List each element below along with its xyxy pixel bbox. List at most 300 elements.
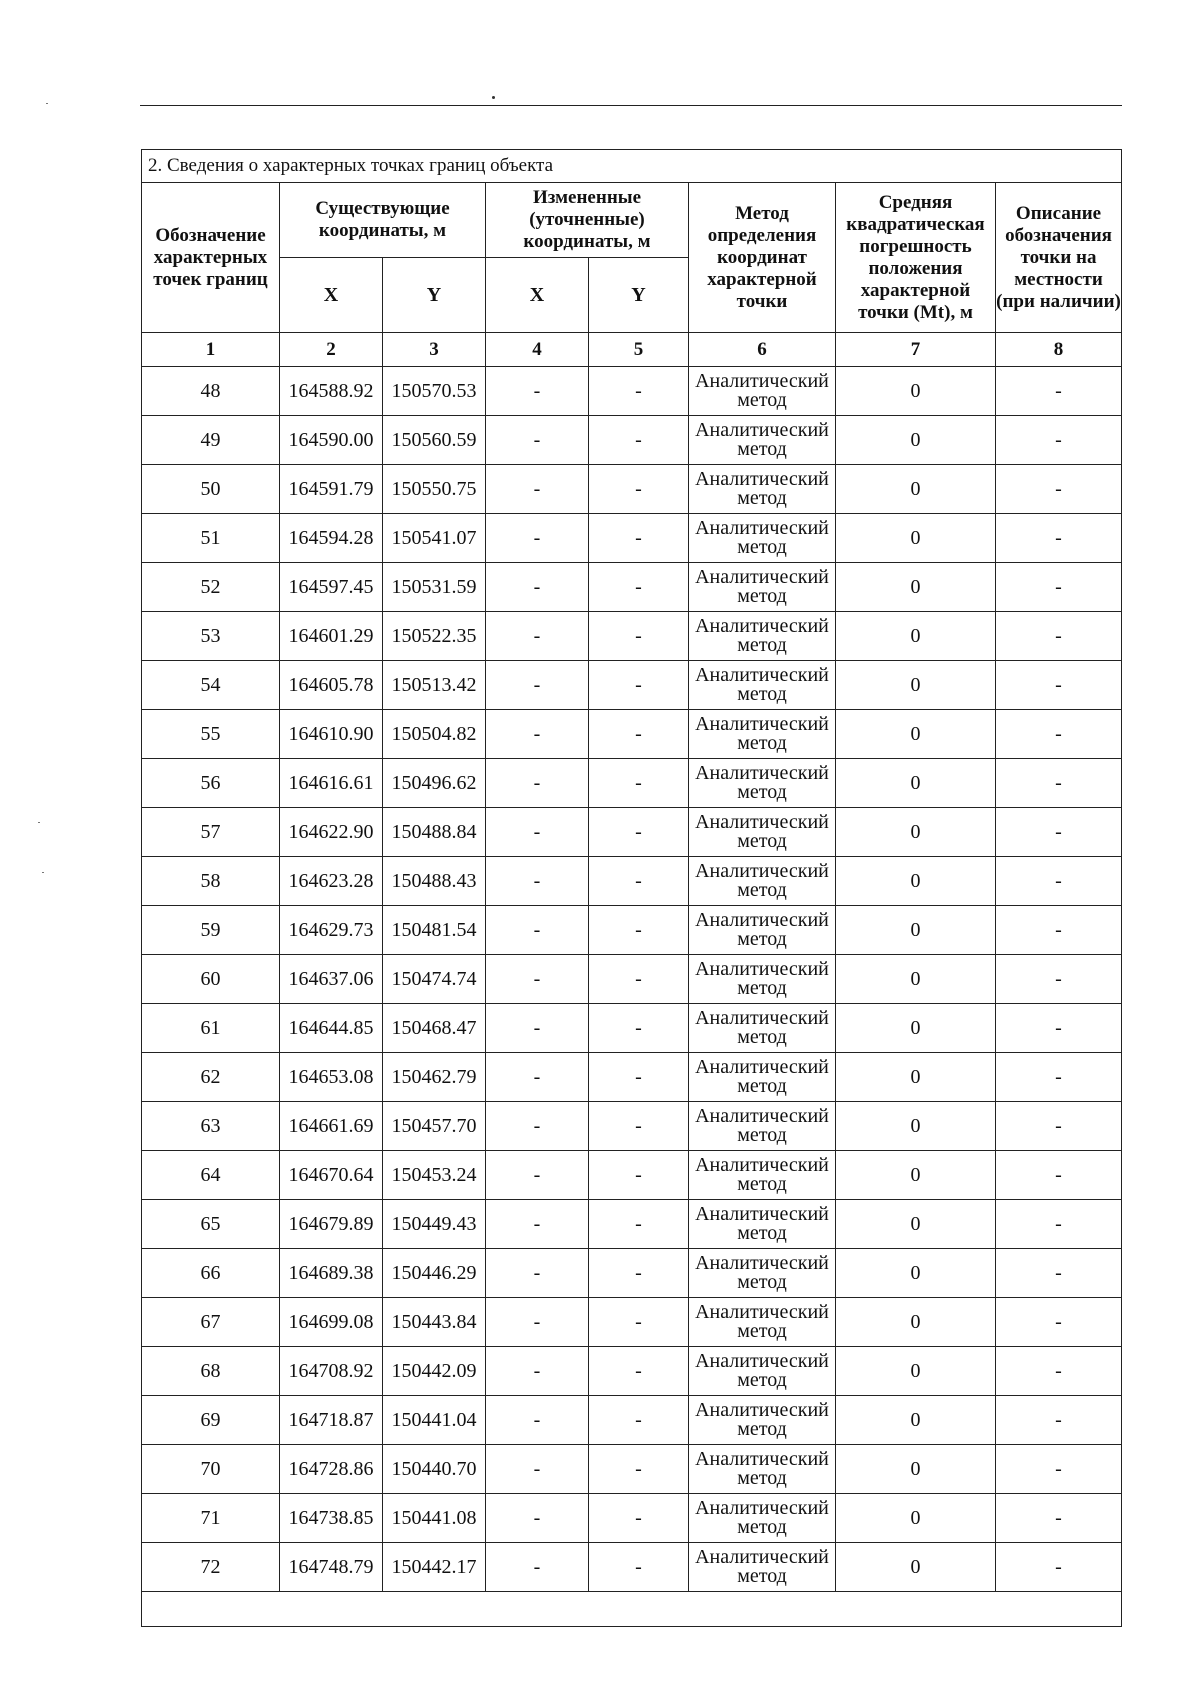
method-line-2: метод (737, 1369, 787, 1391)
existing-x-cell: 164597.45 (280, 563, 383, 612)
method-line-2: метод (737, 1173, 787, 1195)
changed-x-cell: - (486, 955, 589, 1004)
method-line-1: Аналитический (695, 1399, 829, 1421)
description-cell: - (996, 857, 1122, 906)
method-cell (689, 857, 836, 906)
description-cell: - (996, 1494, 1122, 1543)
table-row (142, 1347, 1122, 1396)
existing-x-cell: 164594.28 (280, 514, 383, 563)
mean-error-cell: 0 (836, 710, 996, 759)
point-number-cell: 69 (142, 1396, 280, 1445)
column-number: 1 (142, 333, 280, 367)
point-number-cell: 58 (142, 857, 280, 906)
existing-y-cell: 150522.35 (383, 612, 486, 661)
changed-x-cell: - (486, 465, 589, 514)
description-cell: - (996, 514, 1122, 563)
column-number: 7 (836, 333, 996, 367)
description-cell: - (996, 1151, 1122, 1200)
mean-error-cell: 0 (836, 1396, 996, 1445)
mean-error-cell: 0 (836, 1249, 996, 1298)
mean-error-cell: 0 (836, 1494, 996, 1543)
description-cell: - (996, 1543, 1122, 1592)
changed-x-cell: - (486, 416, 589, 465)
changed-x-cell: - (486, 857, 589, 906)
method-line-2: метод (737, 487, 787, 509)
existing-y-cell: 150496.62 (383, 759, 486, 808)
existing-x-cell: 164601.29 (280, 612, 383, 661)
existing-y-cell: 150462.79 (383, 1053, 486, 1102)
method-cell (689, 759, 836, 808)
scan-mark (46, 103, 48, 104)
method-cell (689, 661, 836, 710)
changed-x-cell: - (486, 1445, 589, 1494)
changed-y-cell: - (589, 416, 689, 465)
mean-error-cell: 0 (836, 1200, 996, 1249)
point-number-cell: 54 (142, 661, 280, 710)
method-line-2: метод (737, 1026, 787, 1048)
method-line-2: метод (737, 634, 787, 656)
column-number: 8 (996, 333, 1122, 367)
changed-y-cell: - (589, 1200, 689, 1249)
table-row (142, 465, 1122, 514)
header-changed-coords: Измененные (уточненные) координаты, м (486, 183, 689, 258)
description-cell: - (996, 808, 1122, 857)
table-row (142, 857, 1122, 906)
existing-x-cell: 164588.92 (280, 367, 383, 416)
description-cell: - (996, 465, 1122, 514)
existing-x-cell: 164679.89 (280, 1200, 383, 1249)
changed-y-cell: - (589, 1445, 689, 1494)
changed-x-cell: - (486, 612, 589, 661)
header-existing-x: X (280, 258, 383, 333)
top-dot (492, 96, 495, 99)
existing-x-cell: 164591.79 (280, 465, 383, 514)
table-row (142, 1494, 1122, 1543)
existing-x-cell: 164622.90 (280, 808, 383, 857)
method-cell (689, 1249, 836, 1298)
existing-x-cell: 164637.06 (280, 955, 383, 1004)
existing-x-cell: 164616.61 (280, 759, 383, 808)
column-number: 4 (486, 333, 589, 367)
method-line-1: Аналитический (695, 811, 829, 833)
method-line-1: Аналитический (695, 615, 829, 637)
existing-x-cell: 164738.85 (280, 1494, 383, 1543)
mean-error-cell: 0 (836, 1347, 996, 1396)
description-cell: - (996, 612, 1122, 661)
method-line-2: метод (737, 536, 787, 558)
changed-y-cell: - (589, 1102, 689, 1151)
changed-x-cell: - (486, 759, 589, 808)
method-line-2: метод (737, 585, 787, 607)
description-cell: - (996, 1396, 1122, 1445)
table-row (142, 1249, 1122, 1298)
method-line-1: Аналитический (695, 1301, 829, 1323)
existing-x-cell: 164623.28 (280, 857, 383, 906)
existing-y-cell: 150453.24 (383, 1151, 486, 1200)
method-line-1: Аналитический (695, 468, 829, 490)
method-cell (689, 1347, 836, 1396)
changed-y-cell: - (589, 465, 689, 514)
point-number-cell: 66 (142, 1249, 280, 1298)
method-cell (689, 367, 836, 416)
method-line-2: метод (737, 732, 787, 754)
method-line-1: Аналитический (695, 1203, 829, 1225)
method-line-2: метод (737, 977, 787, 999)
header-existing-coords: Существующие координаты, м (280, 183, 486, 258)
method-cell (689, 1543, 836, 1592)
method-line-2: метод (737, 1075, 787, 1097)
table-row (142, 1151, 1122, 1200)
method-cell (689, 1200, 836, 1249)
table-row (142, 367, 1122, 416)
description-cell: - (996, 955, 1122, 1004)
method-line-2: метод (737, 389, 787, 411)
changed-y-cell: - (589, 906, 689, 955)
method-line-1: Аналитический (695, 1350, 829, 1372)
existing-y-cell: 150442.09 (383, 1347, 486, 1396)
method-line-2: метод (737, 683, 787, 705)
existing-x-cell: 164718.87 (280, 1396, 383, 1445)
method-cell (689, 808, 836, 857)
point-number-cell: 68 (142, 1347, 280, 1396)
mean-error-cell: 0 (836, 514, 996, 563)
mean-error-cell: 0 (836, 563, 996, 612)
empty-footer-row (142, 1592, 1122, 1627)
method-line-1: Аналитический (695, 517, 829, 539)
point-number-cell: 53 (142, 612, 280, 661)
changed-x-cell: - (486, 1494, 589, 1543)
point-number-cell: 51 (142, 514, 280, 563)
changed-x-cell: - (486, 563, 589, 612)
table-row (142, 1053, 1122, 1102)
existing-x-cell: 164689.38 (280, 1249, 383, 1298)
method-cell (689, 563, 836, 612)
existing-x-cell: 164605.78 (280, 661, 383, 710)
column-number: 2 (280, 333, 383, 367)
table-row (142, 1004, 1122, 1053)
method-line-1: Аналитический (695, 860, 829, 882)
method-cell (689, 416, 836, 465)
existing-y-cell: 150481.54 (383, 906, 486, 955)
mean-error-cell: 0 (836, 1151, 996, 1200)
mean-error-cell: 0 (836, 465, 996, 514)
boundary-points-table (141, 149, 1122, 1627)
changed-y-cell: - (589, 1543, 689, 1592)
mean-error-cell: 0 (836, 1053, 996, 1102)
changed-y-cell: - (589, 563, 689, 612)
point-number-cell: 72 (142, 1543, 280, 1592)
existing-y-cell: 150474.74 (383, 955, 486, 1004)
description-cell: - (996, 906, 1122, 955)
table-row (142, 1102, 1122, 1151)
table-row (142, 1200, 1122, 1249)
method-line-1: Аналитический (695, 1056, 829, 1078)
description-cell: - (996, 1004, 1122, 1053)
table-row (142, 1543, 1122, 1592)
point-number-cell: 65 (142, 1200, 280, 1249)
existing-y-cell: 150457.70 (383, 1102, 486, 1151)
changed-x-cell: - (486, 661, 589, 710)
table-row (142, 759, 1122, 808)
changed-y-cell: - (589, 514, 689, 563)
method-line-2: метод (737, 781, 787, 803)
point-number-cell: 67 (142, 1298, 280, 1347)
column-number: 6 (689, 333, 836, 367)
description-cell: - (996, 1249, 1122, 1298)
changed-x-cell: - (486, 1249, 589, 1298)
method-line-2: метод (737, 1516, 787, 1538)
changed-y-cell: - (589, 857, 689, 906)
changed-y-cell: - (589, 710, 689, 759)
header-existing-y: Y (383, 258, 486, 333)
description-cell: - (996, 563, 1122, 612)
description-cell: - (996, 1102, 1122, 1151)
description-cell: - (996, 1347, 1122, 1396)
mean-error-cell: 0 (836, 367, 996, 416)
existing-y-cell: 150488.84 (383, 808, 486, 857)
method-line-2: метод (737, 1565, 787, 1587)
method-line-1: Аналитический (695, 370, 829, 392)
table-row (142, 906, 1122, 955)
table-row (142, 612, 1122, 661)
changed-y-cell: - (589, 1347, 689, 1396)
mean-error-cell: 0 (836, 661, 996, 710)
description-cell: - (996, 710, 1122, 759)
point-number-cell: 60 (142, 955, 280, 1004)
changed-x-cell: - (486, 514, 589, 563)
header-mean-error: Средняя квадратическая погрешность положения характерной точки (Mt), м (836, 183, 996, 333)
existing-x-cell: 164748.79 (280, 1543, 383, 1592)
existing-y-cell: 150441.08 (383, 1494, 486, 1543)
description-cell: - (996, 1200, 1122, 1249)
mean-error-cell: 0 (836, 808, 996, 857)
existing-x-cell: 164670.64 (280, 1151, 383, 1200)
existing-y-cell: 150440.70 (383, 1445, 486, 1494)
mean-error-cell: 0 (836, 759, 996, 808)
changed-y-cell: - (589, 1396, 689, 1445)
method-line-1: Аналитический (695, 713, 829, 735)
scan-mark (42, 872, 44, 873)
method-line-2: метод (737, 1467, 787, 1489)
header-description: Описание обозначения точки на местности (при наличии) (996, 183, 1122, 333)
method-line-1: Аналитический (695, 958, 829, 980)
mean-error-cell: 0 (836, 416, 996, 465)
changed-y-cell: - (589, 759, 689, 808)
existing-x-cell: 164644.85 (280, 1004, 383, 1053)
existing-y-cell: 150441.04 (383, 1396, 486, 1445)
method-line-2: метод (737, 1418, 787, 1440)
changed-x-cell: - (486, 1396, 589, 1445)
existing-x-cell: 164590.00 (280, 416, 383, 465)
point-number-cell: 55 (142, 710, 280, 759)
method-line-2: метод (737, 928, 787, 950)
point-number-cell: 56 (142, 759, 280, 808)
method-cell (689, 1102, 836, 1151)
point-number-cell: 49 (142, 416, 280, 465)
top-rule (140, 105, 1122, 106)
point-number-cell: 62 (142, 1053, 280, 1102)
existing-x-cell: 164661.69 (280, 1102, 383, 1151)
table-row (142, 710, 1122, 759)
column-number: 3 (383, 333, 486, 367)
header-changed-y: Y (589, 258, 689, 333)
empty-footer-cell (142, 1592, 1122, 1627)
changed-x-cell: - (486, 367, 589, 416)
existing-y-cell: 150449.43 (383, 1200, 486, 1249)
changed-x-cell: - (486, 1053, 589, 1102)
method-cell (689, 612, 836, 661)
method-line-1: Аналитический (695, 762, 829, 784)
existing-x-cell: 164728.86 (280, 1445, 383, 1494)
method-line-2: метод (737, 438, 787, 460)
method-cell (689, 710, 836, 759)
changed-y-cell: - (589, 661, 689, 710)
existing-y-cell: 150550.75 (383, 465, 486, 514)
mean-error-cell: 0 (836, 1298, 996, 1347)
mean-error-cell: 0 (836, 857, 996, 906)
method-cell (689, 906, 836, 955)
point-number-cell: 70 (142, 1445, 280, 1494)
changed-x-cell: - (486, 1151, 589, 1200)
method-line-2: метод (737, 1124, 787, 1146)
changed-y-cell: - (589, 1151, 689, 1200)
changed-x-cell: - (486, 1102, 589, 1151)
changed-y-cell: - (589, 1053, 689, 1102)
point-number-cell: 50 (142, 465, 280, 514)
method-cell (689, 1004, 836, 1053)
method-line-2: метод (737, 879, 787, 901)
method-line-1: Аналитический (695, 1252, 829, 1274)
description-cell: - (996, 416, 1122, 465)
existing-y-cell: 150570.53 (383, 367, 486, 416)
mean-error-cell: 0 (836, 1543, 996, 1592)
existing-y-cell: 150560.59 (383, 416, 486, 465)
description-cell: - (996, 1445, 1122, 1494)
point-number-cell: 61 (142, 1004, 280, 1053)
section-title: 2. Сведения о характерных точках границ объекта (142, 150, 1122, 183)
changed-x-cell: - (486, 1004, 589, 1053)
method-cell (689, 955, 836, 1004)
existing-y-cell: 150513.42 (383, 661, 486, 710)
changed-x-cell: - (486, 1298, 589, 1347)
changed-x-cell: - (486, 1347, 589, 1396)
changed-y-cell: - (589, 612, 689, 661)
method-line-1: Аналитический (695, 566, 829, 588)
changed-x-cell: - (486, 906, 589, 955)
table-row (142, 563, 1122, 612)
existing-y-cell: 150488.43 (383, 857, 486, 906)
table-row (142, 808, 1122, 857)
method-line-1: Аналитический (695, 1497, 829, 1519)
existing-y-cell: 150446.29 (383, 1249, 486, 1298)
method-line-1: Аналитический (695, 1105, 829, 1127)
point-number-cell: 59 (142, 906, 280, 955)
existing-x-cell: 164653.08 (280, 1053, 383, 1102)
method-cell (689, 1445, 836, 1494)
method-line-1: Аналитический (695, 1007, 829, 1029)
header-changed-x: X (486, 258, 589, 333)
changed-y-cell: - (589, 955, 689, 1004)
description-cell: - (996, 661, 1122, 710)
method-cell (689, 1151, 836, 1200)
method-line-1: Аналитический (695, 419, 829, 441)
existing-y-cell: 150468.47 (383, 1004, 486, 1053)
point-number-cell: 52 (142, 563, 280, 612)
changed-y-cell: - (589, 808, 689, 857)
table-row (142, 1298, 1122, 1347)
method-line-2: метод (737, 830, 787, 852)
table-row (142, 514, 1122, 563)
table-row (142, 416, 1122, 465)
mean-error-cell: 0 (836, 1445, 996, 1494)
method-line-2: метод (737, 1222, 787, 1244)
existing-y-cell: 150541.07 (383, 514, 486, 563)
point-number-cell: 64 (142, 1151, 280, 1200)
method-cell (689, 1396, 836, 1445)
scan-mark (38, 822, 40, 823)
mean-error-cell: 0 (836, 906, 996, 955)
existing-y-cell: 150531.59 (383, 563, 486, 612)
method-line-2: метод (737, 1271, 787, 1293)
description-cell: - (996, 367, 1122, 416)
table-row (142, 955, 1122, 1004)
changed-x-cell: - (486, 1543, 589, 1592)
header-point-label: Обозначение характерных точек границ (142, 183, 280, 333)
existing-y-cell: 150504.82 (383, 710, 486, 759)
mean-error-cell: 0 (836, 1102, 996, 1151)
point-number-cell: 57 (142, 808, 280, 857)
header-method: Метод определения координат характерной точки (689, 183, 836, 333)
existing-y-cell: 150443.84 (383, 1298, 486, 1347)
point-number-cell: 71 (142, 1494, 280, 1543)
table-row (142, 1445, 1122, 1494)
changed-x-cell: - (486, 710, 589, 759)
method-line-2: метод (737, 1320, 787, 1342)
table-row (142, 661, 1122, 710)
description-cell: - (996, 1053, 1122, 1102)
method-cell (689, 465, 836, 514)
changed-x-cell: - (486, 808, 589, 857)
changed-y-cell: - (589, 1004, 689, 1053)
method-cell (689, 1298, 836, 1347)
changed-x-cell: - (486, 1200, 589, 1249)
existing-x-cell: 164699.08 (280, 1298, 383, 1347)
method-line-1: Аналитический (695, 909, 829, 931)
existing-x-cell: 164708.92 (280, 1347, 383, 1396)
mean-error-cell: 0 (836, 612, 996, 661)
changed-y-cell: - (589, 367, 689, 416)
column-number: 5 (589, 333, 689, 367)
method-cell (689, 1053, 836, 1102)
existing-x-cell: 164610.90 (280, 710, 383, 759)
table-row (142, 1396, 1122, 1445)
mean-error-cell: 0 (836, 1004, 996, 1053)
method-line-1: Аналитический (695, 1448, 829, 1470)
method-cell (689, 1494, 836, 1543)
method-line-1: Аналитический (695, 1546, 829, 1568)
existing-x-cell: 164629.73 (280, 906, 383, 955)
changed-y-cell: - (589, 1494, 689, 1543)
changed-y-cell: - (589, 1298, 689, 1347)
changed-y-cell: - (589, 1249, 689, 1298)
description-cell: - (996, 759, 1122, 808)
method-cell (689, 514, 836, 563)
method-line-1: Аналитический (695, 1154, 829, 1176)
description-cell: - (996, 1298, 1122, 1347)
method-line-1: Аналитический (695, 664, 829, 686)
point-number-cell: 63 (142, 1102, 280, 1151)
existing-y-cell: 150442.17 (383, 1543, 486, 1592)
